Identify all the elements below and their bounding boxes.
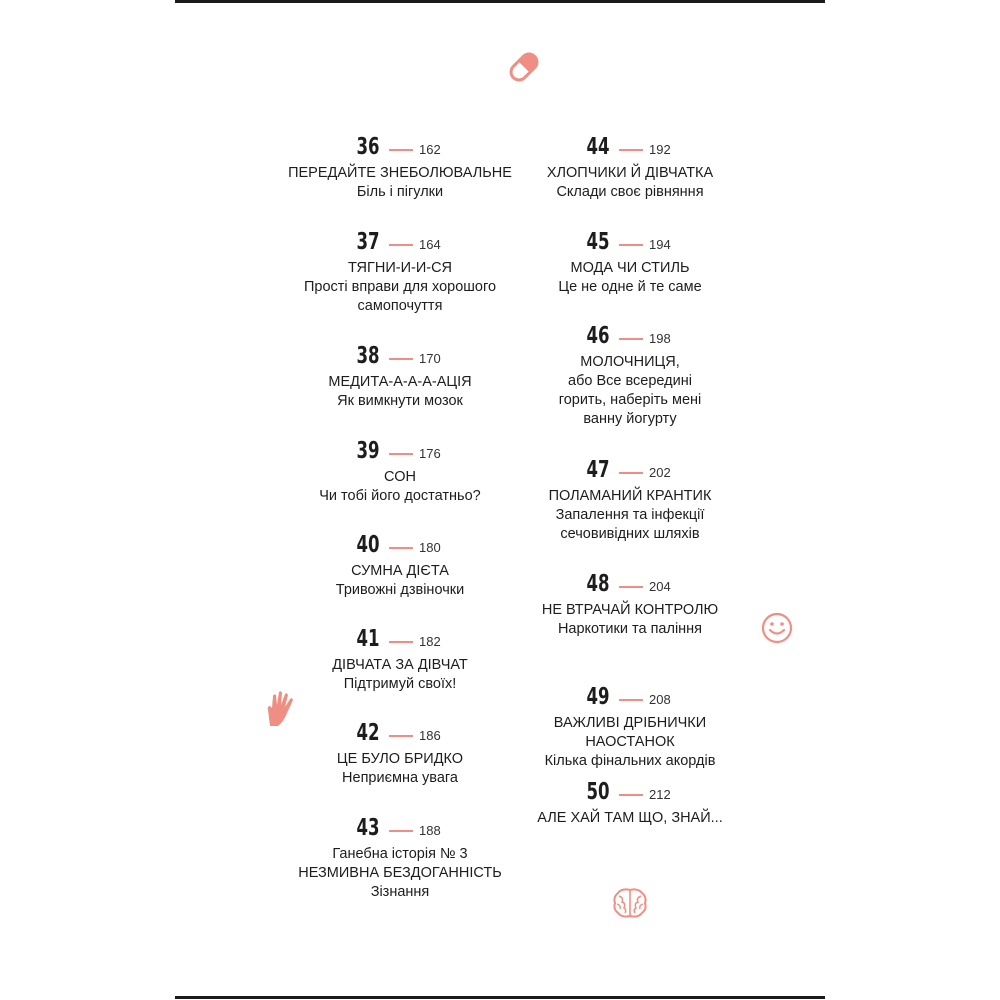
- chapter-title-line: Наркотики та паління: [557, 621, 703, 637]
- toc-entry[interactable]: [270, 622, 530, 694]
- chapter-number: 39: [356, 438, 380, 464]
- chapter-title-line: МЕДИТА-А-А-А-АЦІЯ: [328, 374, 472, 390]
- leader-dash: [389, 149, 413, 151]
- leader-dash: [389, 547, 413, 549]
- toc-entry[interactable]: [500, 130, 760, 202]
- pill-icon: [505, 47, 543, 87]
- toc-entry-header: [500, 319, 760, 353]
- toc-entry[interactable]: [500, 567, 760, 639]
- toc-entry-header: [270, 528, 530, 562]
- chapter-title-line: МОДА ЧИ СТИЛЬ: [570, 260, 690, 276]
- page-number: 212: [649, 786, 671, 802]
- chapter-number: 49: [586, 684, 610, 710]
- toc-entry-header: [500, 453, 760, 487]
- chapter-title-line: Склади своє рівняння: [556, 184, 704, 200]
- page-number: 176: [419, 445, 441, 461]
- toc-entry-header: [270, 811, 530, 845]
- chapter-title-line: Чи тобі його достатньо?: [319, 488, 481, 504]
- chapter-title-line: Як вимкнути мозок: [337, 393, 463, 409]
- leader-dash: [619, 794, 643, 796]
- chapter-number: 38: [356, 343, 380, 369]
- chapter-number: 50: [586, 779, 610, 805]
- page-number: 208: [649, 691, 671, 707]
- page-bottom-edge: [175, 996, 825, 999]
- toc-entry-header: [500, 680, 760, 714]
- chapter-number: 45: [586, 229, 610, 255]
- chapter-title-line: Прості вправи для хорошого: [303, 279, 497, 295]
- toc-entry-header: [500, 225, 760, 259]
- toc-entry[interactable]: [270, 434, 530, 506]
- toc-entry-header: [500, 130, 760, 164]
- leader-dash: [619, 149, 643, 151]
- toc-entry[interactable]: [270, 716, 530, 788]
- leader-dash: [619, 586, 643, 588]
- chapter-title-line: ЦЕ БУЛО БРИДКО: [336, 751, 464, 767]
- leader-dash: [619, 699, 643, 701]
- toc-entry-header: [270, 622, 530, 656]
- toc-entry[interactable]: [270, 225, 530, 316]
- toc-entry-header: [500, 775, 760, 809]
- toc-entry-header: [270, 716, 530, 750]
- smile-icon: [760, 611, 794, 645]
- leader-dash: [389, 358, 413, 360]
- page-number: 188: [419, 822, 441, 838]
- page-number: 186: [419, 727, 441, 743]
- chapter-title-line: Запалення та інфекції: [555, 507, 705, 523]
- chapter-number: 44: [586, 134, 610, 160]
- chapter-title-line: ТЯГНИ-И-И-СЯ: [347, 260, 453, 276]
- chapter-title-line: Це не одне й те саме: [558, 279, 702, 295]
- toc-entry-header: [270, 339, 530, 373]
- page-number: 194: [649, 236, 671, 252]
- leader-dash: [389, 830, 413, 832]
- chapter-title-line: НЕЗМИВНА БЕЗДОГАННІСТЬ: [298, 865, 502, 881]
- chapter-number: 41: [356, 626, 380, 652]
- leader-dash: [389, 453, 413, 455]
- chapter-title-line: НЕ ВТРАЧАЙ КОНТРОЛЮ: [541, 602, 719, 618]
- leader-dash: [389, 735, 413, 737]
- chapter-number: 42: [356, 720, 380, 746]
- page-number: 170: [419, 350, 441, 366]
- leader-dash: [389, 244, 413, 246]
- toc-entry[interactable]: [500, 775, 760, 828]
- chapter-title-line: ПЕРЕДАЙТЕ ЗНЕБОЛЮВАЛЬНЕ: [288, 165, 512, 181]
- page-number: 182: [419, 633, 441, 649]
- chapter-title-line: Ганебна історія № 3: [332, 846, 468, 862]
- chapter-title-line: або Все всередині: [568, 373, 692, 389]
- toc-entry[interactable]: [270, 130, 530, 202]
- chapter-number: 36: [356, 134, 380, 160]
- toc-entry[interactable]: [270, 528, 530, 600]
- page-number: 192: [649, 141, 671, 157]
- brain-icon: [612, 886, 648, 920]
- chapter-number: 48: [586, 571, 610, 597]
- chapter-title-line: Кілька фінальних акордів: [544, 753, 716, 769]
- chapter-title-line: Неприємна увага: [342, 770, 458, 786]
- toc-entry[interactable]: [500, 680, 760, 771]
- chapter-title-line: горить, наберіть мені: [558, 392, 702, 408]
- toc-entry[interactable]: [500, 319, 760, 429]
- chapter-title-line: ДІВЧАТА ЗА ДІВЧАТ: [332, 657, 468, 673]
- leader-dash: [389, 641, 413, 643]
- toc-entry-header: [270, 225, 530, 259]
- page-number: 162: [419, 141, 441, 157]
- chapter-number: 37: [356, 229, 380, 255]
- page-number: 202: [649, 464, 671, 480]
- page-top-edge: [175, 0, 825, 3]
- chapter-title-line: МОЛОЧНИЦЯ,: [580, 354, 680, 370]
- chapter-title-line: ванну йогурту: [583, 411, 677, 427]
- chapter-title-line: сечовивідних шляхів: [560, 526, 700, 542]
- chapter-title-line: АЛЕ ХАЙ ТАМ ЩО, ЗНАЙ...: [537, 810, 723, 826]
- chapter-title-line: ХЛОПЧИКИ Й ДІВЧАТКА: [546, 165, 714, 181]
- chapter-title-line: Зізнання: [370, 884, 430, 900]
- page-number: 180: [419, 539, 441, 555]
- toc-entry[interactable]: [270, 811, 530, 902]
- toc-entry[interactable]: [500, 453, 760, 544]
- chapter-title-line: СОН: [384, 469, 416, 485]
- chapter-title-line: ВАЖЛИВІ ДРІБНИЧКИ: [553, 715, 707, 731]
- chapter-number: 46: [586, 323, 610, 349]
- chapter-number: 40: [356, 532, 380, 558]
- toc-entry[interactable]: [500, 225, 760, 297]
- chapter-title-line: Підтримуй своїх!: [343, 676, 457, 692]
- page-number: 204: [649, 578, 671, 594]
- leader-dash: [619, 244, 643, 246]
- toc-entry-header: [500, 567, 760, 601]
- chapter-number: 47: [586, 457, 610, 483]
- chapter-title-line: самопочуття: [357, 298, 443, 314]
- chapter-title-line: НАОСТАНОК: [585, 734, 675, 750]
- page-number: 198: [649, 330, 671, 346]
- chapter-title-line: Біль і пігулки: [356, 184, 444, 200]
- chapter-title-line: ПОЛАМАНИЙ КРАНТИК: [548, 488, 712, 504]
- toc-entry-header: [270, 130, 530, 164]
- toc-entry-header: [270, 434, 530, 468]
- chapter-title-line: Тривожні дзвіночки: [335, 582, 465, 598]
- chapter-number: 43: [356, 815, 380, 841]
- chapter-title-line: СУМНА ДІЄТА: [351, 563, 449, 579]
- leader-dash: [619, 338, 643, 340]
- leader-dash: [619, 472, 643, 474]
- page-number: 164: [419, 236, 441, 252]
- toc-entry[interactable]: [270, 339, 530, 411]
